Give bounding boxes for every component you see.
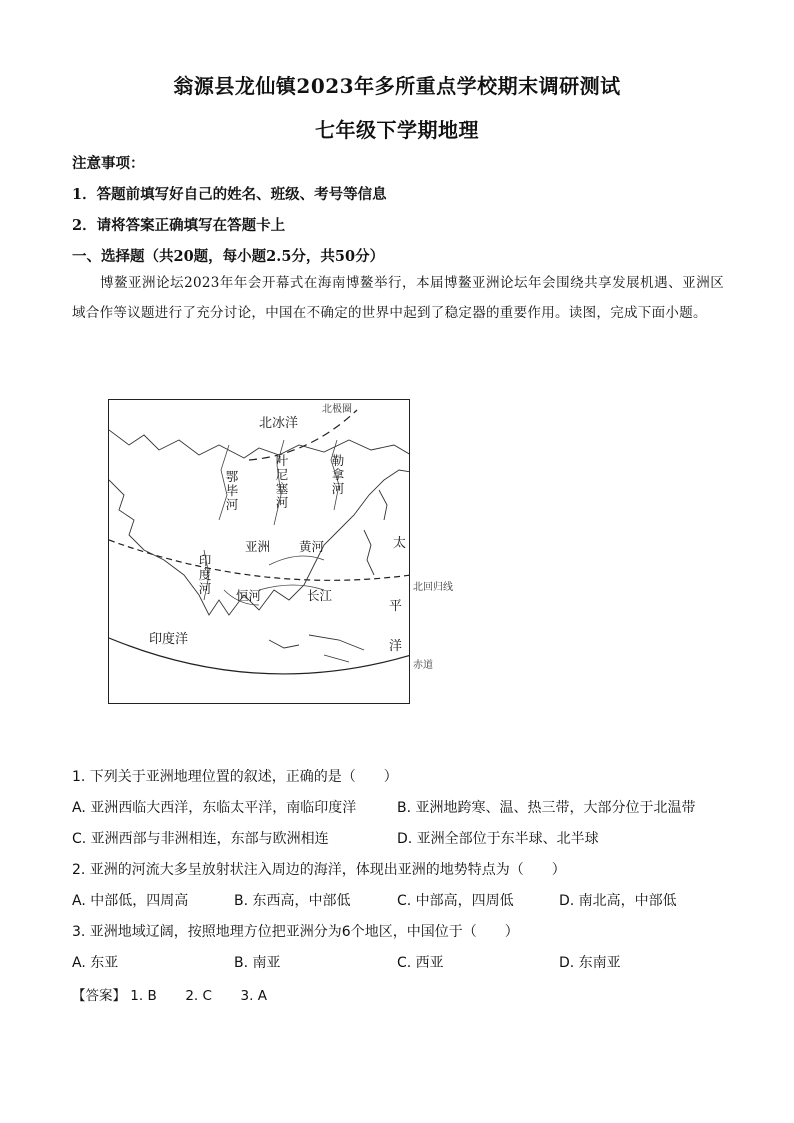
answer-tag: 【答案】 <box>72 988 126 1004</box>
yangtze-river-label: 长江 <box>307 588 333 603</box>
ob-river-label: 鄂毕河 <box>225 469 239 512</box>
answer-line <box>72 984 267 1004</box>
tropic-cancer-label: 北回归线 <box>413 582 453 593</box>
asia-label: 亚洲 <box>245 539 271 554</box>
section-heading: 一、选择题（共20题，每小题2.5分，共50分） <box>72 248 385 265</box>
q1-option-c: C. 亚洲西部与非洲相连，东部与欧洲相连 <box>72 831 329 847</box>
asia-map <box>108 399 410 704</box>
question-3-stem: 3. 亚洲地域辽阔，按照地理方位把亚洲分为6个地区，中国位于（ ） <box>72 924 519 940</box>
q3-option-b: B. 南亚 <box>234 955 281 971</box>
indian-ocean-label: 印度洋 <box>149 632 189 647</box>
question-1-stem: 1. 下列关于亚洲地理位置的叙述，正确的是（ ） <box>72 769 398 785</box>
q2-option-c: C. 中部高，四周低 <box>397 893 514 909</box>
note-item-2: 2．请将答案正确填写在答题卡上 <box>72 217 286 234</box>
answer-3: 3. A <box>240 988 267 1004</box>
indus-river-label: 印度河 <box>198 553 212 596</box>
q3-option-c: C. 西亚 <box>397 955 444 971</box>
q1-option-b: B. 亚洲地跨寒、温、热三带，大部分位于北温带 <box>397 800 696 816</box>
pacific-label-3: 洋 <box>389 639 403 654</box>
answer-1: 1. B <box>130 988 157 1004</box>
q3-option-d: D. 东南亚 <box>559 955 621 971</box>
yenisei-river-label: 叶尼塞河 <box>275 453 289 510</box>
lena-river-label: 勒拿河 <box>331 453 345 496</box>
reading-passage: 博鳌亚洲论坛2023年年会开幕式在海南博鳌举行，本届博鳌亚洲论坛年会围绕共享发展机遇、亚洲区域合作等议题进行了充分讨论，中国在不确定的世界中起到了稳定器的重要作用。读图，完成下面小题。 <box>72 275 724 321</box>
equator-label: 赤道 <box>413 660 433 671</box>
exam-subtitle: 七年级下学期地理 <box>315 118 479 142</box>
southeast-islands <box>269 635 364 662</box>
answer-2: 2. C <box>185 988 212 1004</box>
note-item-1: 1．答题前填写好自己的姓名、班级、考号等信息 <box>72 186 387 203</box>
arctic-ocean-label: 北冰洋 <box>259 416 299 431</box>
exam-title: 翁源县龙仙镇2023年多所重点学校期末调研测试 <box>173 74 621 98</box>
notes-heading: 注意事项： <box>72 155 145 172</box>
q1-option-d: D. 亚洲全部位于东半球、北半球 <box>397 831 599 847</box>
ganges-river-label: 恒河 <box>236 588 262 603</box>
island-arcs <box>364 490 387 575</box>
q2-option-b: B. 东西高，中部低 <box>234 893 351 909</box>
q1-option-a: A. 亚洲西临大西洋，东临太平洋，南临印度洋 <box>72 800 357 816</box>
q2-option-d: D. 南北高，中部低 <box>559 893 677 909</box>
q3-option-a: A. 东亚 <box>72 955 119 971</box>
q2-option-a: A. 中部低，四周高 <box>72 893 189 909</box>
pacific-label-1: 太 <box>393 536 407 551</box>
yellow-river-label: 黄河 <box>299 539 325 554</box>
pacific-label-2: 平 <box>389 599 403 614</box>
arctic-circle-label: 北极圈 <box>322 404 352 415</box>
question-2-stem: 2. 亚洲的河流大多呈放射状注入周边的海洋，体现出亚洲的地势特点为（ ） <box>72 862 566 878</box>
